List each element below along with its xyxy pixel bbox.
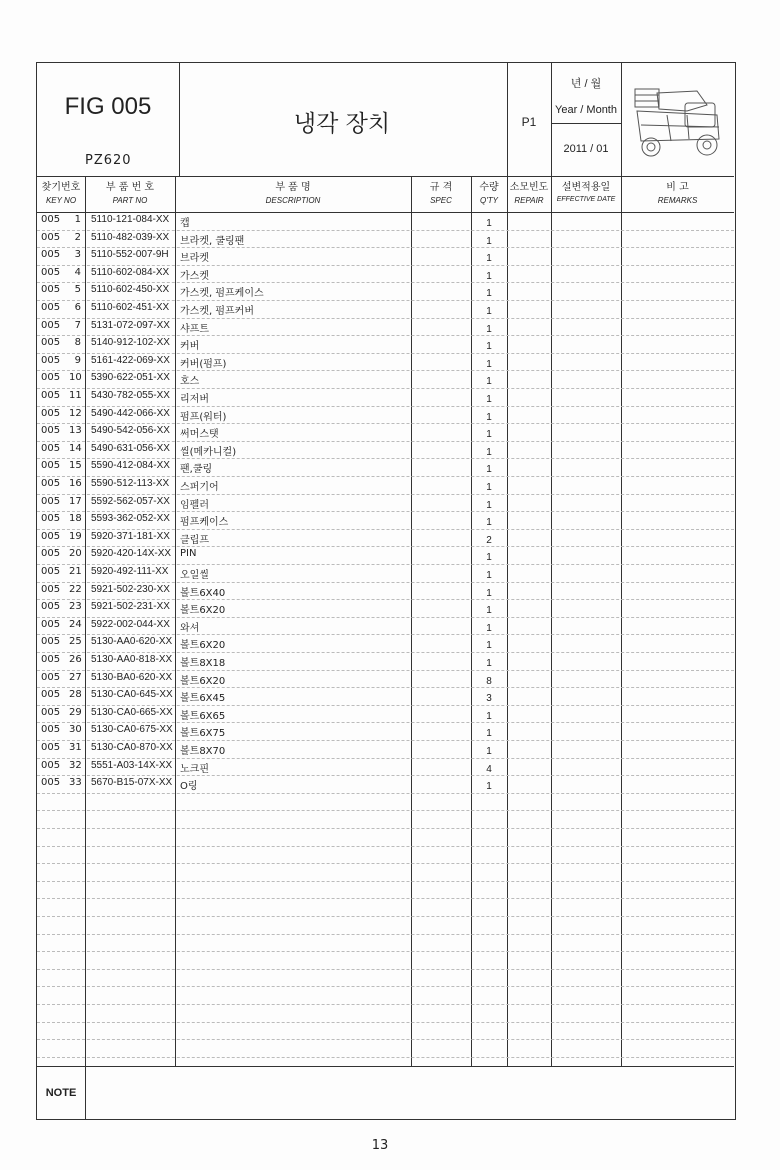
fig-cell: 005 <box>41 302 61 313</box>
table-row <box>37 388 734 407</box>
table-row <box>37 934 734 953</box>
fig-cell: 005 <box>41 478 61 489</box>
key-cell: 25 <box>69 636 82 648</box>
table-row <box>37 282 734 301</box>
table-row <box>37 775 734 794</box>
description-cell: 커버(펌프) <box>180 358 227 370</box>
part-no-cell: 5920-492-111-XX <box>91 566 169 577</box>
part-no-cell: 5130-CA0-665-XX <box>91 706 173 718</box>
fig-cell: 005 <box>41 214 61 225</box>
fig-cell: 005 <box>41 249 61 261</box>
part-no-cell: 5140-912-102-XX <box>91 337 170 349</box>
key-cell: 14 <box>69 442 82 454</box>
table-row <box>37 863 734 882</box>
description-cell: PIN <box>180 548 197 560</box>
key-cell: 18 <box>69 513 82 525</box>
key-cell: 1 <box>74 214 81 225</box>
part-no-cell: 5130-CA0-645-XX <box>91 689 173 701</box>
description-cell: 펌프케이스 <box>180 517 229 529</box>
fig-cell: 005 <box>41 337 61 349</box>
key-cell: 22 <box>69 583 82 595</box>
fig-cell: 005 <box>41 266 61 278</box>
part-no-cell: 5110-602-451-XX <box>91 302 170 313</box>
description-cell: 써머스탯 <box>180 429 219 441</box>
qty-cell: 1 <box>486 482 492 493</box>
part-no-cell: 5920-371-181-XX <box>91 530 170 542</box>
qty-cell: 1 <box>486 499 492 511</box>
part-no-cell: 5490-542-056-XX <box>91 425 170 437</box>
description-cell: 볼트6X45 <box>180 693 226 705</box>
table-row <box>37 617 734 636</box>
key-cell: 27 <box>69 671 82 683</box>
description-cell: 스퍼기어 <box>180 482 219 493</box>
table-row <box>37 423 734 442</box>
qty-cell: 1 <box>486 218 492 229</box>
part-no-cell: 5110-602-450-XX <box>91 284 170 296</box>
qty-cell: 1 <box>486 446 492 458</box>
qty-cell: 1 <box>486 358 492 370</box>
col-spec: 규 격 SPEC <box>429 182 453 205</box>
table-row <box>37 529 734 548</box>
key-cell: 24 <box>69 618 82 630</box>
qty-cell: 1 <box>486 411 492 423</box>
key-cell: 9 <box>74 354 81 366</box>
fig-cell: 005 <box>41 706 61 718</box>
description-cell: 팬,쿨링 <box>180 464 213 476</box>
part-no-cell: 5551-A03-14X-XX <box>91 759 173 771</box>
qty-cell: 1 <box>486 394 492 405</box>
table-row <box>37 898 734 917</box>
qty-cell: 1 <box>486 570 492 581</box>
description-cell: 오일씰 <box>180 570 209 581</box>
fig-cell: 005 <box>41 495 61 507</box>
qty-cell: 1 <box>486 587 492 599</box>
table-row <box>37 705 734 724</box>
description-cell: 볼트6X20 <box>180 640 226 652</box>
part-no-cell: 5110-121-084-XX <box>91 214 170 225</box>
part-no-cell: 5920-420-14X-XX <box>91 548 172 560</box>
part-no-cell: 5921-502-230-XX <box>91 583 170 595</box>
fig-cell: 005 <box>41 460 61 472</box>
table-row <box>37 1004 734 1023</box>
key-cell: 4 <box>74 266 81 278</box>
key-cell: 6 <box>74 302 81 313</box>
fig-cell: 005 <box>41 618 61 630</box>
key-cell: 31 <box>69 742 82 753</box>
fig-cell: 005 <box>41 671 61 683</box>
col-description: 부 품 명 DESCRIPTION <box>265 182 321 205</box>
page-number: 13 <box>371 1138 389 1153</box>
qty-cell: 1 <box>486 288 492 300</box>
description-cell: 브라켓, 쿨링팬 <box>180 235 245 247</box>
qty-cell: 1 <box>486 341 492 353</box>
part-no-cell: 5921-502-231-XX <box>91 601 170 613</box>
description-cell: 씰(메카니컬) <box>180 446 237 458</box>
qty-cell: 8 <box>486 675 492 687</box>
qty-cell: 1 <box>486 306 492 317</box>
key-cell: 20 <box>69 548 82 560</box>
key-cell: 8 <box>74 337 81 349</box>
part-no-cell: 5130-AA0-818-XX <box>91 654 173 665</box>
table-row <box>37 406 734 425</box>
description-cell: 노크핀 <box>180 763 209 775</box>
key-cell: 30 <box>69 724 82 736</box>
key-cell: 26 <box>69 654 82 665</box>
table-row <box>37 881 734 900</box>
table-row <box>37 265 734 284</box>
description-cell: 캡 <box>180 218 190 229</box>
table-row <box>37 687 734 706</box>
description-cell: 볼트6X40 <box>180 587 226 599</box>
parts-table-frame <box>36 62 736 1120</box>
table-row <box>37 599 734 618</box>
fig-cell: 005 <box>41 601 61 613</box>
part-no-cell: 5922-002-044-XX <box>91 618 170 630</box>
description-cell: 샤프트 <box>180 323 209 335</box>
table-row <box>37 511 734 530</box>
table-row <box>37 494 734 513</box>
part-no-cell: 5590-512-113-XX <box>91 478 170 489</box>
table-row <box>37 353 734 372</box>
col-part-no: 부 품 번 호 PART NO <box>105 182 155 205</box>
table-row <box>37 335 734 354</box>
page-title: 냉각 장치 <box>293 111 391 137</box>
part-no-cell: 5110-482-039-XX <box>91 231 170 243</box>
qty-cell: 1 <box>486 622 492 634</box>
description-cell: 와셔 <box>180 622 200 634</box>
divider <box>551 123 621 124</box>
key-cell: 11 <box>69 390 82 401</box>
col-key-no: 찾기번호 KEY NO <box>41 182 81 205</box>
part-no-cell: 5490-442-066-XX <box>91 407 170 419</box>
description-cell: 펌프(워터) <box>180 411 227 423</box>
col-qty: 수량 Q'TY <box>479 182 499 205</box>
qty-cell: 1 <box>486 464 492 476</box>
qty-cell: 1 <box>486 429 492 441</box>
table-row <box>37 793 734 812</box>
description-cell: 가스켓 <box>180 270 209 282</box>
part-no-cell: 5130-AA0-620-XX <box>91 636 173 648</box>
machine-thumbnail-icon <box>627 81 727 161</box>
part-no-cell: 5593-362-052-XX <box>91 513 170 525</box>
table-row <box>37 458 734 477</box>
qty-cell: 1 <box>486 517 492 529</box>
fig-cell: 005 <box>41 319 61 331</box>
table-row <box>37 810 734 829</box>
table-row <box>37 441 734 460</box>
description-cell: 볼트8X18 <box>180 658 226 669</box>
key-cell: 33 <box>69 777 82 789</box>
key-cell: 16 <box>69 478 82 489</box>
qty-cell: 1 <box>486 552 492 564</box>
qty-cell: 4 <box>486 763 492 775</box>
table-row <box>37 652 734 671</box>
table-row <box>37 1022 734 1041</box>
key-cell: 2 <box>74 231 81 243</box>
description-cell: 커버 <box>180 341 200 353</box>
description-cell: 볼트6X65 <box>180 710 226 722</box>
key-cell: 7 <box>74 319 81 331</box>
fig-cell: 005 <box>41 231 61 243</box>
key-cell: 23 <box>69 601 82 613</box>
fig-cell: 005 <box>41 372 61 384</box>
qty-cell: 1 <box>486 710 492 722</box>
fig-cell: 005 <box>41 354 61 366</box>
description-cell: O링 <box>180 781 198 793</box>
qty-cell: 1 <box>486 605 492 617</box>
fig-cell: 005 <box>41 636 61 648</box>
qty-cell: 1 <box>486 746 492 757</box>
col-repair: 소모빈도 REPAIR <box>509 182 549 205</box>
table-row <box>37 546 734 565</box>
qty-cell: 1 <box>486 640 492 652</box>
fig-cell: 005 <box>41 742 61 753</box>
qty-cell: 1 <box>486 270 492 282</box>
key-cell: 10 <box>69 372 82 384</box>
fig-cell: 005 <box>41 566 61 577</box>
key-cell: 3 <box>74 249 81 261</box>
part-no-cell: 5130-BA0-620-XX <box>91 671 173 683</box>
effective-date: 2011 / 01 <box>563 143 609 155</box>
qty-cell: 1 <box>486 781 492 793</box>
key-cell: 21 <box>69 566 82 577</box>
description-cell: 브라켓 <box>180 253 209 265</box>
part-no-cell: 5130-CA0-870-XX <box>91 742 173 753</box>
table-row <box>37 370 734 389</box>
description-cell: 볼트6X75 <box>180 728 226 740</box>
description-cell: 호스 <box>180 376 200 388</box>
qty-cell: 1 <box>486 658 492 669</box>
part-no-cell: 5130-CA0-675-XX <box>91 724 173 736</box>
qty-cell: 2 <box>486 534 492 546</box>
qty-cell: 1 <box>486 376 492 388</box>
table-row <box>37 986 734 1005</box>
key-cell: 29 <box>69 706 82 718</box>
description-cell: 리저버 <box>180 394 209 405</box>
note-area <box>37 1066 734 1119</box>
fig-cell: 005 <box>41 442 61 454</box>
table-header <box>37 63 734 177</box>
key-cell: 15 <box>69 460 82 472</box>
description-cell: 가스켓, 펌프커버 <box>180 306 254 317</box>
year-month-en: Year / Month <box>555 104 617 116</box>
table-row <box>37 212 734 231</box>
page-label: P1 <box>521 115 537 129</box>
table-row <box>37 634 734 653</box>
table-row <box>37 476 734 495</box>
part-no-cell: 5131-072-097-XX <box>91 319 170 331</box>
part-no-cell: 5161-422-069-XX <box>91 354 170 366</box>
key-cell: 28 <box>69 689 82 701</box>
fig-cell: 005 <box>41 530 61 542</box>
key-cell: 32 <box>69 759 82 771</box>
qty-cell: 1 <box>486 323 492 335</box>
table-row <box>37 318 734 337</box>
table-row <box>37 564 734 583</box>
table-row <box>37 916 734 935</box>
part-no-cell: 5110-552-007-9H <box>91 249 169 261</box>
qty-cell: 3 <box>486 693 492 705</box>
fig-cell: 005 <box>41 284 61 296</box>
table-row <box>37 828 734 847</box>
divider <box>621 63 622 176</box>
fig-cell: 005 <box>41 390 61 401</box>
col-remarks: 비 고 REMARKS <box>657 182 698 205</box>
table-row <box>37 846 734 865</box>
description-cell: 볼트6X20 <box>180 675 226 687</box>
model-code: PZ620 <box>85 153 132 168</box>
table-row <box>37 247 734 266</box>
table-row <box>37 670 734 689</box>
table-row <box>37 582 734 601</box>
fig-cell: 005 <box>41 759 61 771</box>
fig-cell: 005 <box>41 425 61 437</box>
fig-cell: 005 <box>41 407 61 419</box>
fig-cell: 005 <box>41 689 61 701</box>
part-no-cell: 5590-412-084-XX <box>91 460 170 472</box>
key-cell: 17 <box>69 495 82 507</box>
note-label: NOTE <box>37 1067 86 1119</box>
table-row <box>37 230 734 249</box>
part-no-cell: 5390-622-051-XX <box>91 372 170 384</box>
table-row <box>37 951 734 970</box>
fig-cell: 005 <box>41 654 61 665</box>
description-cell: 클립프 <box>180 534 209 546</box>
col-effective-date: 설변적용일 EFFECTIVE DATE <box>556 182 616 203</box>
description-cell: 임펠러 <box>180 499 209 511</box>
year-month-kr: 년 / 월 <box>570 78 602 90</box>
qty-cell: 1 <box>486 728 492 740</box>
table-row <box>37 969 734 988</box>
qty-cell: 1 <box>486 253 492 265</box>
table-row <box>37 300 734 319</box>
qty-cell: 1 <box>486 235 492 247</box>
part-no-cell: 5592-562-057-XX <box>91 495 170 507</box>
part-no-cell: 5430-782-055-XX <box>91 390 170 401</box>
table-row <box>37 758 734 777</box>
table-row <box>37 1039 734 1058</box>
key-cell: 5 <box>74 284 81 296</box>
description-cell: 가스켓, 펌프케이스 <box>180 288 264 300</box>
part-no-cell: 5670-B15-07X-XX <box>91 777 173 789</box>
figure-number: FIG 005 <box>64 93 152 120</box>
description-cell: 볼트8X70 <box>180 746 226 757</box>
fig-cell: 005 <box>41 583 61 595</box>
key-cell: 19 <box>69 530 82 542</box>
key-cell: 13 <box>69 425 82 437</box>
part-no-cell: 5490-631-056-XX <box>91 442 170 454</box>
description-cell: 볼트6X20 <box>180 605 226 617</box>
part-no-cell: 5110-602-084-XX <box>91 266 170 278</box>
fig-cell: 005 <box>41 777 61 789</box>
key-cell: 12 <box>69 407 82 419</box>
fig-cell: 005 <box>41 724 61 736</box>
table-row <box>37 722 734 741</box>
fig-cell: 005 <box>41 513 61 525</box>
fig-cell: 005 <box>41 548 61 560</box>
column-header-row <box>37 176 734 213</box>
table-row <box>37 740 734 759</box>
